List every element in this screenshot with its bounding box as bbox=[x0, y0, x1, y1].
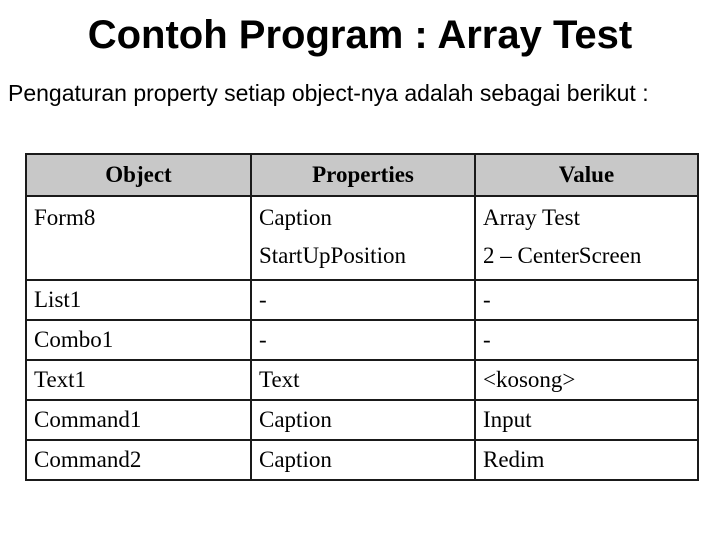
table-row bbox=[26, 280, 698, 320]
cell-properties bbox=[251, 196, 475, 280]
cell-properties: - bbox=[251, 280, 475, 320]
cell-value: <kosong> bbox=[475, 360, 698, 400]
table-header-row bbox=[26, 154, 698, 196]
property-line: StartUpPosition bbox=[259, 243, 406, 268]
cell-object: Form8 bbox=[26, 196, 251, 280]
slide-title: Contoh Program : Array Test bbox=[87, 13, 633, 57]
value-line: Array Test bbox=[483, 205, 580, 230]
cell-value: - bbox=[475, 280, 698, 320]
header-object: Object bbox=[26, 154, 251, 196]
table-row bbox=[26, 196, 698, 280]
cell-object: List1 bbox=[26, 280, 251, 320]
header-properties: Properties bbox=[251, 154, 475, 196]
cell-object: Command1 bbox=[26, 400, 251, 440]
cell-object: Text1 bbox=[26, 360, 251, 400]
cell-properties: Caption bbox=[251, 400, 475, 440]
cell-object: Combo1 bbox=[26, 320, 251, 360]
cell-value: Input bbox=[475, 400, 698, 440]
cell-value bbox=[475, 196, 698, 280]
cell-properties: Caption bbox=[251, 440, 475, 480]
table-row bbox=[26, 440, 698, 480]
header-value: Value bbox=[475, 154, 698, 196]
table-row bbox=[26, 360, 698, 400]
table-row bbox=[26, 400, 698, 440]
cell-value: Redim bbox=[475, 440, 698, 480]
intro-text: Pengaturan property setiap object-nya adalah sebagai berikut : bbox=[8, 80, 649, 106]
cell-value: - bbox=[475, 320, 698, 360]
properties-table bbox=[25, 153, 699, 481]
cell-properties: Text bbox=[251, 360, 475, 400]
cell-object: Command2 bbox=[26, 440, 251, 480]
property-line: Caption bbox=[259, 205, 332, 230]
value-line: 2 – CenterScreen bbox=[483, 243, 642, 268]
table-row bbox=[26, 320, 698, 360]
cell-properties: - bbox=[251, 320, 475, 360]
